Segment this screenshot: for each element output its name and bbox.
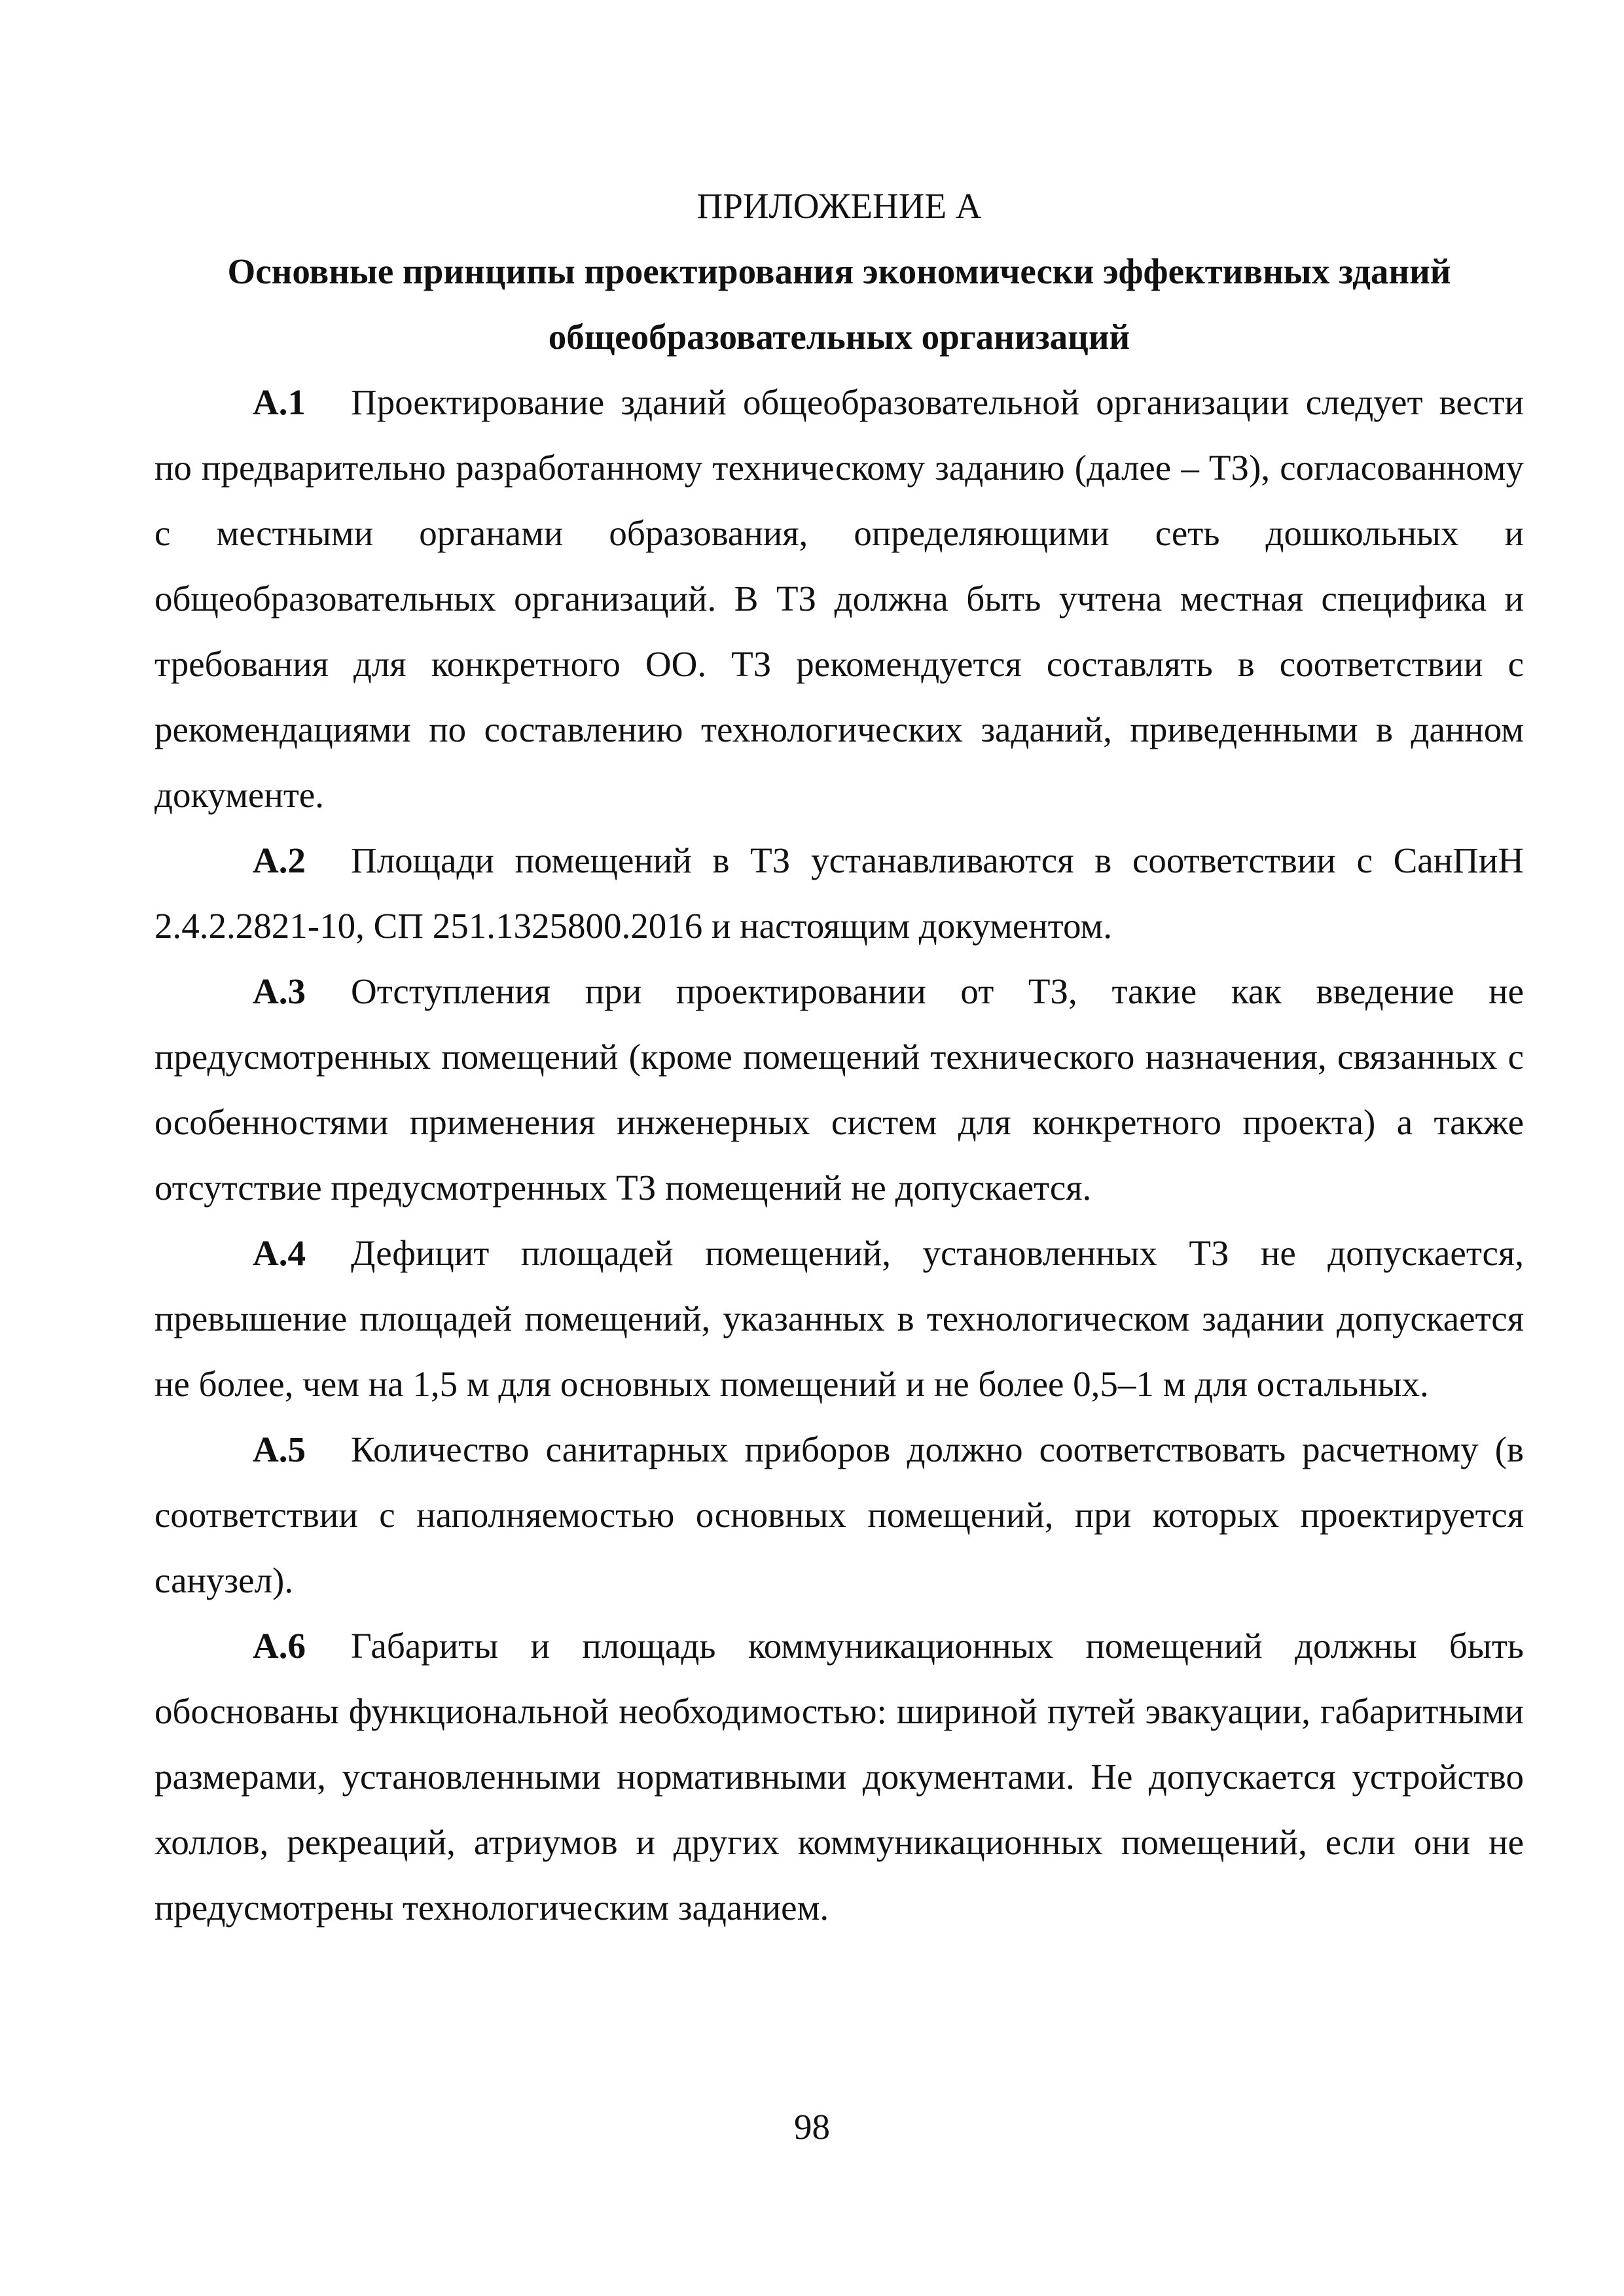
section-text: Проектирование зданий общеобразовательной организации следует вести по предварительно разработанному техническому заданию (далее – ТЗ), согласованному с местными органами образования, определяющими сеть дошкольных и общеобразовательных организаций. В ТЗ должна быть учтена местная специфика и требования для конкретного ОО. ТЗ рекомендуется составлять в соответствии с рекомендациями по составлению технологических заданий, приведенными в данном документе.: [154, 382, 1524, 815]
section-a4: [154, 1221, 1524, 1417]
section-text: Отступления при проектировании от ТЗ, такие как введение не предусмотренных помещений (кроме помещений технического назначения, связанных с особенностями применения инженерных систем для конкретного проекта) а также отсутствие предусмотренных ТЗ помещений не допускается.: [154, 971, 1524, 1208]
page-content: [154, 173, 1524, 1941]
section-number: А.1: [253, 382, 306, 422]
section-a5: [154, 1417, 1524, 1613]
section-paragraph: [154, 1221, 1524, 1417]
section-a3: [154, 959, 1524, 1221]
section-number: А.5: [253, 1429, 306, 1469]
page-number: 98: [794, 2107, 830, 2147]
section-paragraph: [154, 1417, 1524, 1613]
section-text: Дефицит площадей помещений, установленных ТЗ не допускается, превышение площадей помещений, указанных в технологическом задании допускается не более, чем на 1,5 м для основных помещений и не более 0,5–1 м для остальных.: [154, 1233, 1524, 1404]
section-number: А.4: [253, 1233, 306, 1273]
section-text: Габариты и площадь коммуникационных помещений должны быть обоснованы функциональной необходимостью: шириной путей эвакуации, габаритными размерами, установленными нормативными документами. Не допускается устройство холлов, рекреаций, атриумов и других коммуникационных помещений, если они не предусмотрены технологическим заданием.: [154, 1626, 1524, 1928]
appendix-label: ПРИЛОЖЕНИЕ А: [696, 186, 982, 226]
section-a2: [154, 828, 1524, 959]
section-paragraph: [154, 828, 1524, 959]
appendix-title-line-1: Основные принципы проектирования экономически эффективных зданий: [227, 251, 1451, 291]
appendix-title-line-2: общеобразовательных организаций: [548, 317, 1130, 357]
section-paragraph: [154, 370, 1524, 828]
section-paragraph: [154, 1613, 1524, 1941]
section-text: Площади помещений в ТЗ устанавливаются в соответствии с СанПиН 2.4.2.2821-10, СП 251.1325800.2016 и настоящим документом.: [154, 840, 1524, 946]
section-text: Количество санитарных приборов должно соответствовать расчетному (в соответствии с наполняемостью основных помещений, при которых проектируется санузел).: [154, 1429, 1524, 1600]
section-paragraph: [154, 959, 1524, 1221]
section-number: А.2: [253, 840, 306, 880]
section-a1: [154, 370, 1524, 828]
section-a6: [154, 1613, 1524, 1941]
section-number: А.6: [253, 1626, 306, 1666]
section-number: А.3: [253, 971, 306, 1011]
